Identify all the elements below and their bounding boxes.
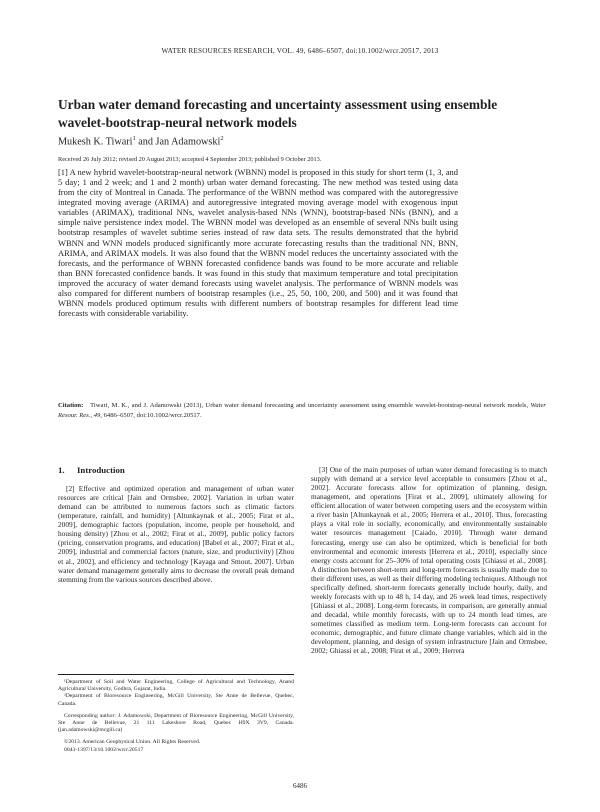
author-line bbox=[58, 135, 224, 147]
body-paragraph: [3] One of the main purposes of urban water demand forecasting is to match supply with demand at a service level acceptable to consumers [Zhou et al., 2002]. Accurate forecasts allow for optimization of planning, design, management, and operations [Firat et al., 2009], ultimately allowing for efficient allocation of water between competing users and the ecosystem within a river basin [Altunkaynak et al., 2005; Herrera et al., 2010]. Thus, forecasting plays a vital role in socially, economically, and environmentally sustainable water resources management [Caiado, 2010]. Through water demand forecasting, energy use can also be optimized, which is beneficial for both environmental and economic interests [Herrera et al., 2010], especially since energy costs account for 25–30% of total operating costs [Ghiassi et al., 2008]. A distinction between short-term and long-term forecasts is usually made due to their different uses, as well as their differing modeling techniques. Although not specifically defined, short-term forecasts generally include hourly, daily, and weekly forecasts with up to 48 h, 14 day, and 26 week lead times, respectively [Ghiassi et al., 2008]. Long-term forecasts, in comparison, are generally annual and decadal, while monthly forecasts, with up to 24 month lead times, are sometimes classified as medium term. Long-term forecasts can account for economic, demographic, and future climate change variables, which aid in the development, planning, and design of system infrastructure [Jain and Ormsbee, 2002; Ghiassi et al., 2008; Firat et al., 2009; Herrera bbox=[311, 465, 547, 656]
page-number: 6486 bbox=[293, 782, 307, 790]
author-name: Mukesh K. Tiwari bbox=[58, 136, 133, 148]
affiliation-footnote: ¹Department of Soil and Water Engineering, College of Agricultural and Technology, Anand Agricultural University, Godhra, Gujarat, India. bbox=[58, 679, 294, 693]
body-paragraph: [2] Effective and optimized operation and management of urban water resources are critical [Jain and Ormsbee, 2002]. Variation in urban water demand can be attributed to numerous factors such as climatic factors (temperature, rainfall, and humidity) [Altunkaynak et al., 2005; Firat et al., 2009], demographic factors (population, income, people per household, and housing density) [Zhou et al., 2002; Firat et al., 2009], public policy factors (pricing, conservation programs, and education) [Babel et al., 2007; Firat et al., 2009], industrial and commercial factors (nature, size, and productivity) [Zhou et al., 2002], and efficiency and technology [Kayaga and Smout, 2007]. Urban water demand management generally aims to decrease the overall peak demand stemming from the various sources described above. bbox=[58, 484, 294, 584]
citation-label: Citation: bbox=[58, 402, 84, 409]
corresponding-author: Corresponding author: J. Adamowski, Department of Bioresource Engineering, McGill University, Ste Anne de Bellevue, 21 111 Lakeshore Road, Quebec H9X 3V9, Canada. (jan.adamowski@mcgill.ca) bbox=[58, 712, 294, 734]
citation-pages: 6486–6507, doi:10.1002/wrcr.20517. bbox=[103, 412, 202, 419]
issn-doi: 0043-1397/13/10.1002/wrcr.20517 bbox=[64, 746, 144, 753]
article-title: Urban water demand forecasting and uncertainty assessment using ensemble wavelet-bootstrap-neural network models bbox=[58, 97, 498, 130]
copyright-notice: ©2013. American Geophysical Union. All Rights Reserved. bbox=[64, 739, 201, 746]
left-column bbox=[58, 465, 294, 584]
affiliation-footnote: ²Department of Bioresource Engineering, McGill University, Ste Anne de Bellevue, Quebec, Canada. bbox=[58, 693, 294, 707]
section-heading bbox=[58, 465, 294, 475]
abstract: [1] A new hybrid wavelet-bootstrap-neural network (WBNN) model is proposed in this study for short term (1, 3, and 5 day; 1 and 2 week; and 1 and 2 month) urban water demand forecasting. The new method was tested using data from the city of Montreal in Canada. The performance of the WBNN method was compared with the autoregressive integrated moving average (ARIMA) and autoregressive integrated moving average model with exogenous input variables (ARIMAX), traditional NNs, wavelet analysis-based NNs (WNN), bootstrap-based NNs (BNN), and a simple naïve persistence index model. The WBNN model was developed as an ensemble of several NNs built using bootstrap resamples of wavelet subtime series instead of raw data sets. The results demonstrated that the hybrid WBNN and WNN models produced significantly more accurate forecasting results than the traditional NN, BNN, ARIMA, and ARIMAX models. It was also found that the WBNN model reduces the uncertainty associated with the forecasts, and the performance of WBNN forecasted confidence bands was found to be more accurate and reliable than BNN forecasted confidence bands. It was found in this study that maximum temperature and total precipitation improved the accuracy of water demand forecasts using wavelet analysis. The performance of WBNN models was also compared for different numbers of bootstrap resamples (i.e., 25, 50, 100, 200, and 500) and it was found that WBNN models produced optimum results with different numbers of bootstrap resamples for different lead time forecasts with considerable variability. bbox=[58, 167, 458, 319]
citation bbox=[58, 401, 546, 421]
affiliation-marker: 1 bbox=[132, 135, 136, 142]
section-title: Introduction bbox=[77, 465, 125, 475]
citation-journal: Water Resour. Res., 49, bbox=[58, 402, 546, 419]
citation-text: Tiwari, M. K., and J. Adamowski (2013), Urban water demand forecasting and uncertainty assessment using ensemble wavelet-bootstrap-neural network models, bbox=[90, 402, 529, 409]
section-number: 1. bbox=[58, 465, 65, 475]
author-conjunction: and bbox=[135, 136, 156, 148]
footnotes bbox=[58, 674, 294, 754]
publication-dates: Received 26 July 2012; revised 20 August 2013; accepted 4 September 2013; published 9 October 2013. bbox=[58, 156, 322, 163]
running-head: WATER RESOURCES RESEARCH, VOL. 49, 6486–6507, doi:10.1002/wrcr.20517, 2013 bbox=[161, 47, 439, 55]
right-column bbox=[311, 465, 547, 655]
affiliation-marker: 2 bbox=[220, 135, 224, 142]
author-name: Jan Adamowski bbox=[155, 136, 221, 148]
